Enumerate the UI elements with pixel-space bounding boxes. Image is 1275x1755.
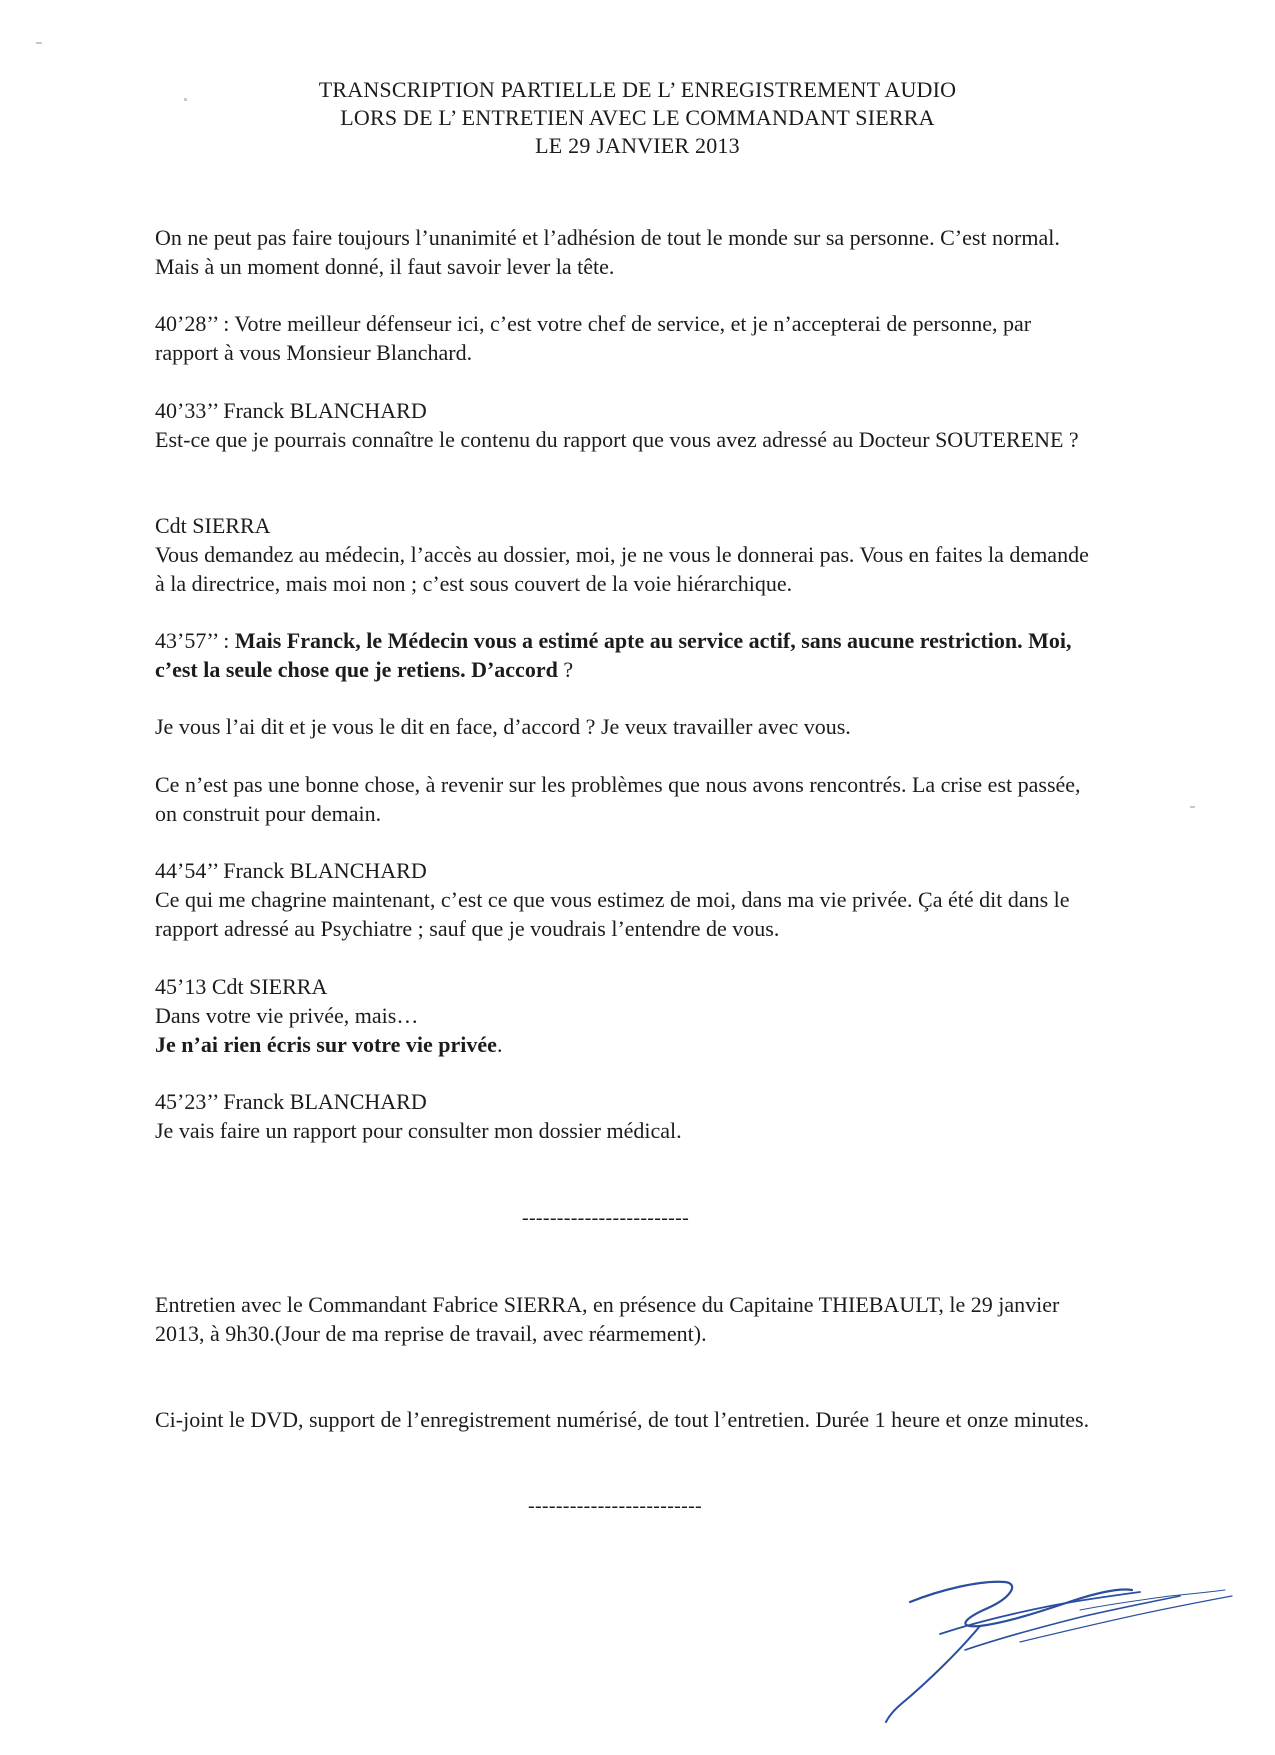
dialogue-blanchard-1 [155, 396, 1095, 454]
separator-line: ------------------------- [528, 1495, 703, 1517]
interview-note [155, 1290, 1095, 1348]
dialogue-sierra-1 [155, 511, 1095, 598]
paragraph-apte-service [155, 626, 1095, 684]
dialogue-text: Est-ce que je pourrais connaître le contenu du rapport que vous avez adressé au Docteur SOUTERENE ? [155, 427, 1079, 452]
dvd-note [155, 1405, 1095, 1434]
paragraph-text: Ce n’est pas une bonne chose, à revenir sur les problèmes que nous avons rencontrés. La crise est passée, on construit pour demain. [155, 772, 1081, 826]
title-line-2: LORS DE L’ ENTRETIEN AVEC LE COMMANDANT SIERRA [340, 105, 935, 130]
dialogue-text: Ce qui me chagrine maintenant, c’est ce que vous estimez de moi, dans ma vie privée. Ça été dit dans le rapport adressé au Psychiatre ; sauf que je voudrais l’entendre de vous. [155, 887, 1070, 941]
scan-speck [36, 42, 42, 44]
paragraph-text: On ne peut pas faire toujours l’unanimité et l’adhésion de tout le monde sur sa personne. C’est normal. Mais à un moment donné, il faut savoir lever la tête. [155, 225, 1060, 279]
dialogue-text: Vous demandez au médecin, l’accès au dossier, moi, je ne vous le donnerai pas. Vous en faites la demande à la directrice, mais moi non ; c’est sous couvert de la voie hiérarchique. [155, 542, 1089, 596]
paragraph-text: Entretien avec le Commandant Fabrice SIERRA, en présence du Capitaine THIEBAULT, le 29 janvier 2013, à 9h30.(Jour de ma reprise de travail, avec réarmement). [155, 1292, 1060, 1346]
speaker-label: 44’54’’ Franck BLANCHARD [155, 858, 427, 883]
period: . [496, 1032, 503, 1057]
dialogue-text-bold [155, 1030, 1095, 1059]
paragraph-crise [155, 770, 1095, 828]
paragraph-unanimity [155, 223, 1095, 281]
bold-statement: Je n’ai rien écris sur votre vie privée [155, 1032, 497, 1057]
dialogue-text: Je vais faire un rapport pour consulter mon dossier médical. [155, 1118, 682, 1143]
dialogue-sierra-2 [155, 972, 1095, 1059]
paragraph-text: Je vous l’ai dit et je vous le dit en face, d’accord ? Je veux travailler avec vous. [155, 714, 851, 739]
document-title [0, 76, 1275, 160]
dialogue-blanchard-3 [155, 1087, 1095, 1145]
paragraph-defenseur [155, 309, 1095, 367]
speaker-label: Cdt SIERRA [155, 513, 271, 538]
dialogue-blanchard-2 [155, 856, 1095, 943]
speaker-label: 45’23’’ Franck BLANCHARD [155, 1089, 427, 1114]
paragraph-text [155, 626, 1095, 684]
paragraph-travailler [155, 712, 1095, 741]
speaker-label: 40’33’’ Franck BLANCHARD [155, 398, 427, 423]
paragraph-text: 40’28’’ : Votre meilleur défenseur ici, c’est votre chef de service, et je n’accepterai de personne, par rapport à vous Monsieur Blanchard. [155, 311, 1032, 365]
title-line-3: LE 29 JANVIER 2013 [535, 133, 740, 158]
dialogue-text: Dans votre vie privée, mais… [155, 1003, 419, 1028]
separator-line: ------------------------ [522, 1207, 690, 1229]
timestamp: 43’57’’ : [155, 628, 235, 653]
paragraph-text: Ci-joint le DVD, support de l’enregistrement numérisé, de tout l’entretien. Durée 1 heure et onze minutes. [155, 1407, 1090, 1432]
scan-speck [1190, 806, 1195, 808]
title-line-1: TRANSCRIPTION PARTIELLE DE L’ ENREGISTREMENT AUDIO [318, 77, 957, 102]
speaker-label: 45’13 Cdt SIERRA [155, 974, 328, 999]
question-mark: ? [557, 657, 574, 682]
signature-image [870, 1570, 1240, 1730]
bold-statement: Mais Franck, le Médecin vous a estimé apte au service actif, sans aucune restriction. Moi, c’est la seule chose que je retiens. D’accord [155, 628, 1072, 682]
